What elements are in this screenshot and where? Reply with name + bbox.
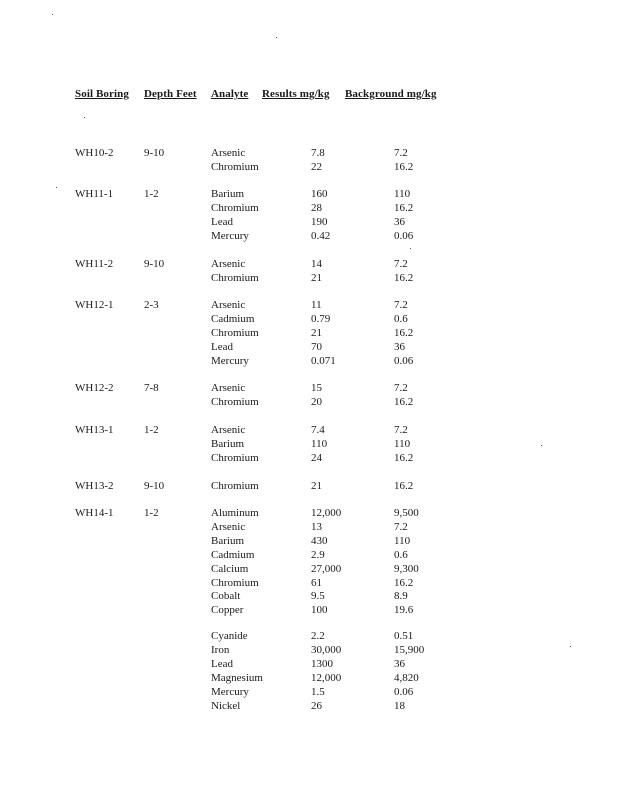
analyte-name: Chromium [211,576,259,589]
result-value: 15 [311,382,322,394]
background-value: 36 [394,340,405,353]
analyte-name: Cobalt [211,590,241,603]
background-value: 8.9 [394,590,408,603]
header-results: Results mg/kg [262,88,330,100]
result-value: 11 [311,299,322,311]
soil-boring-id: WH12-2 [75,382,114,394]
soil-boring-id: WH11-1 [75,188,114,200]
result-value: 70 [311,340,322,353]
analyte-name: Chromium [211,451,259,464]
soil-boring-id: WH13-1 [75,424,114,436]
analyte-name: Aluminum [211,507,259,519]
result-value: 1.5 [311,685,325,698]
background-value: 19.6 [394,604,414,617]
background-value: 9,300 [394,562,419,575]
analyte-name: Mercury [211,229,249,242]
analyte-name: Arsenic [211,424,246,436]
scan-speck [276,37,277,38]
result-value: 21 [311,480,322,492]
background-value: 0.6 [394,312,408,325]
background-value: 7.2 [394,382,408,394]
analyte-name: Mercury [211,354,249,367]
result-value: 61 [311,576,322,589]
background-value: 7.2 [394,520,408,533]
analyte-name: Lead [211,340,233,353]
depth-feet: 1-2 [144,188,159,200]
soil-boring-id: WH14-1 [75,507,114,519]
depth-feet: 7-8 [144,382,159,394]
scan-speck [52,14,53,15]
background-value: 9,500 [394,507,419,519]
soil-boring-id: WH12-1 [75,299,114,311]
background-value: 16.2 [394,271,414,284]
background-value: 16.2 [394,201,414,214]
analyte-name: Cadmium [211,548,255,561]
analyte-name: Arsenic [211,382,246,394]
background-value: 0.06 [394,229,414,242]
scan-speck [84,117,85,118]
analyte-name: Mercury [211,685,249,698]
analyte-name: Cadmium [211,312,255,325]
background-value: 0.6 [394,548,408,561]
analyte-name: Arsenic [211,520,246,533]
analyte-name: Lead [211,215,233,228]
result-value: 0.071 [311,354,336,367]
result-value: 2.9 [311,548,325,561]
result-value: 22 [311,160,322,173]
result-value: 160 [311,188,328,200]
background-value: 7.2 [394,424,408,436]
analyte-name: Chromium [211,271,259,284]
analyte-name: Barium [211,437,244,450]
result-value: 100 [311,604,328,617]
depth-feet: 1-2 [144,424,159,436]
background-value: 0.51 [394,630,414,643]
result-value: 21 [311,271,322,284]
scan-speck [541,445,542,446]
analyte-name: Copper [211,604,244,617]
depth-feet: 2-3 [144,299,159,311]
result-value: 12,000 [311,507,342,519]
background-value: 110 [394,534,411,547]
background-value: 110 [394,437,411,450]
result-value: 1300 [311,658,333,670]
background-value: 18 [394,699,405,712]
analyte-name: Nickel [211,699,241,712]
analyte-name: Arsenic [211,299,246,311]
depth-feet: 9-10 [144,258,165,270]
soil-boring-id: WH11-2 [75,258,114,270]
depth-feet: 1-2 [144,507,159,519]
result-value: 30,000 [311,644,342,657]
result-value: 26 [311,699,322,712]
background-value: 16.2 [394,160,414,173]
background-value: 0.06 [394,354,414,367]
header-analyte: Analyte [211,88,249,100]
result-value: 21 [311,326,322,339]
analyte-name: Magnesium [211,671,263,684]
background-value: 36 [394,215,405,228]
depth-feet: 9-10 [144,480,165,492]
result-value: 7.8 [311,147,325,159]
background-value: 36 [394,658,405,670]
background-value: 110 [394,188,411,200]
background-value: 4,820 [394,671,419,684]
header-soil-boring: Soil Boring [75,88,129,100]
scan-speck [56,187,57,188]
result-value: 27,000 [311,562,342,575]
background-value: 7.2 [394,299,408,311]
analyte-name: Chromium [211,395,259,408]
analyte-name: Calcium [211,562,249,575]
result-value: 0.42 [311,229,331,242]
scan-speck [570,646,571,647]
soil-boring-id: WH10-2 [75,147,114,159]
background-value: 16.2 [394,326,414,339]
analyte-name: Chromium [211,160,259,173]
result-value: 9.5 [311,590,325,603]
result-value: 2.2 [311,630,325,643]
analyte-name: Chromium [211,326,259,339]
background-value: 15,900 [394,644,425,657]
background-value: 16.2 [394,576,414,589]
background-value: 16.2 [394,451,414,464]
scan-speck [410,248,411,249]
background-value: 16.2 [394,395,414,408]
analyte-name: Chromium [211,480,259,492]
analyte-name: Cyanide [211,630,248,643]
analyte-name: Lead [211,658,233,670]
result-value: 110 [311,437,328,450]
result-value: 14 [311,258,322,270]
result-value: 0.79 [311,312,331,325]
soil-boring-id: WH13-2 [75,480,114,492]
background-value: 7.2 [394,258,408,270]
result-value: 7.4 [311,424,325,436]
analyte-name: Chromium [211,201,259,214]
analyte-name: Arsenic [211,147,246,159]
result-value: 28 [311,201,322,214]
result-value: 12,000 [311,671,342,684]
depth-feet: 9-10 [144,147,165,159]
result-value: 24 [311,451,322,464]
background-value: 7.2 [394,147,408,159]
result-value: 430 [311,534,328,547]
background-value: 0.06 [394,685,414,698]
result-value: 20 [311,395,322,408]
analyte-name: Barium [211,188,244,200]
header-depth-feet: Depth Feet [144,88,197,100]
result-value: 190 [311,215,328,228]
analyte-name: Arsenic [211,258,246,270]
analyte-name: Barium [211,534,244,547]
analyte-name: Iron [211,644,230,657]
result-value: 13 [311,520,322,533]
header-background: Background mg/kg [345,88,437,100]
background-value: 16.2 [394,480,414,492]
